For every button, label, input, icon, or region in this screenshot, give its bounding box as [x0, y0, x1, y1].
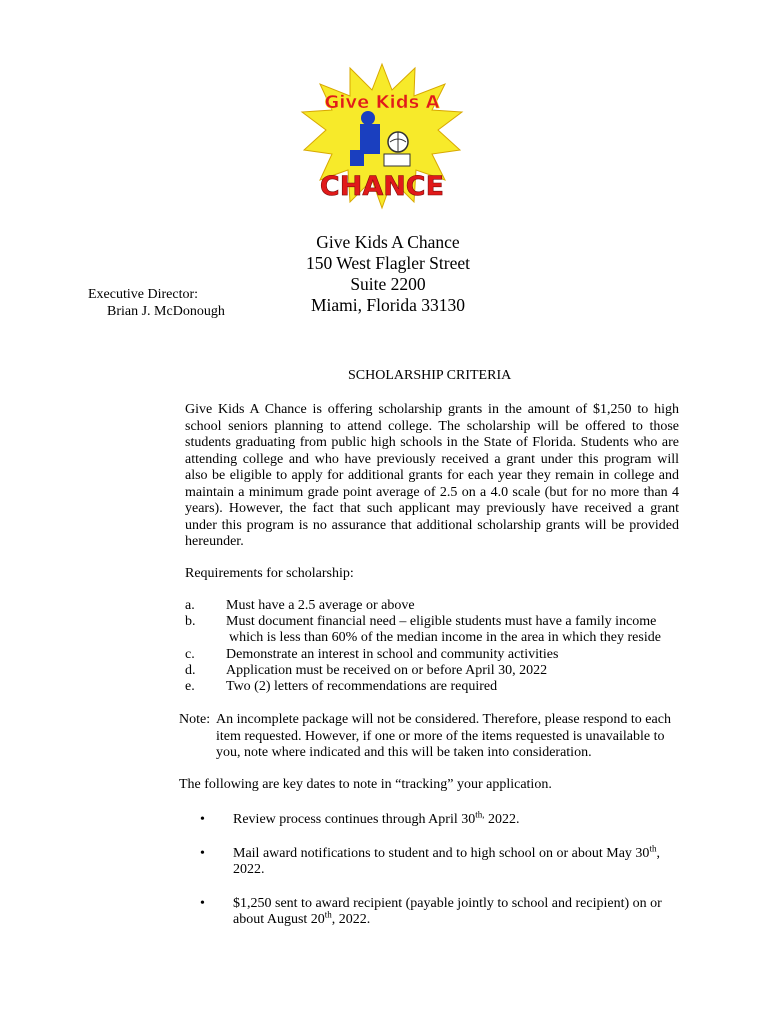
note-text: An incomplete package will not be considered. Therefore, please respond to each item requested. However, if one or more of the items requested is unavailable to you, note where indicated and this will be taken into consideration.: [216, 712, 671, 760]
address-city: Miami, Florida 33130: [310, 295, 466, 315]
executive-director-name: Brian J. McDonough: [107, 304, 225, 319]
note-block: [179, 712, 679, 762]
list-item-letter: b.: [185, 614, 196, 630]
date-text: $1,250 sent to award recipient (payable jointly to school and recipient) on or about August 20: [233, 895, 662, 927]
key-dates-intro: The following are key dates to note in “tracking” your application.: [179, 777, 552, 792]
address-street: 150 West Flagler Street: [305, 253, 470, 273]
list-item-text: Demonstrate an interest in school and community activities: [226, 646, 559, 662]
list-item-text: Two (2) letters of recommendations are required: [226, 679, 498, 695]
bullet-icon: •: [200, 895, 205, 911]
sun-logo-graphic: [300, 62, 465, 210]
list-item-letter: c.: [185, 646, 195, 662]
list-item: [185, 663, 675, 679]
list-item-text: Must document financial need – eligible students must have a family income: [226, 614, 657, 630]
date-text: Mail award notifications to student and to high school on or about May 30: [233, 845, 650, 861]
list-item-text: [233, 896, 670, 929]
list-item: [185, 679, 675, 695]
list-item-text: [233, 842, 670, 879]
list-item-text: [233, 809, 670, 829]
list-item-text-block: [226, 614, 675, 646]
list-item: [185, 598, 675, 614]
date-year: 2022.: [484, 812, 520, 827]
logo-line2: CHANCE: [319, 171, 445, 202]
list-item-letter: e.: [185, 679, 195, 695]
date-suffix: th,: [475, 809, 485, 820]
bullet-icon: •: [200, 812, 205, 827]
executive-director-block: [88, 286, 225, 320]
requirements-heading: Requirements for scholarship:: [185, 566, 354, 581]
child-figure: [360, 124, 380, 154]
address-org: Give Kids A Chance: [316, 232, 460, 252]
intro-paragraph: Give Kids A Chance is offering scholarship grants in the amount of $1,250 to high school seniors planning to attend college. The scholarship will be offered to those students graduating from public high schools in the State of Florida. Students who are attending college and who have previously received a grant under this program will also be eligible to apply for additional grants for each year they remain in college and maintain a minimum grade point average of 2.5 on a 4.0 scale (but for no more than 4 years). However, the fact that such applicant may previously have received a grant under this program is no assurance that additional scholarship grants will be provided hereunder.: [185, 402, 679, 549]
organization-address: [290, 232, 486, 316]
key-dates-list: [200, 809, 670, 946]
requirements-list: [185, 598, 675, 695]
book-icon: [384, 154, 410, 166]
list-item-letter: d.: [185, 662, 196, 678]
date-suffix: th: [324, 909, 332, 920]
list-item-continuation: which is less than 60% of the median income in the area in which they reside: [229, 630, 661, 646]
date-suffix: th: [649, 842, 657, 853]
list-item: [185, 647, 675, 663]
list-item-letter: a.: [185, 598, 195, 613]
date-year: , 2022.: [233, 845, 660, 877]
note-label: Note:: [179, 712, 211, 727]
give-kids-a-chance-logo: [300, 62, 465, 210]
date-year: , 2022.: [331, 912, 371, 927]
list-item-text: Must have a 2.5 average or above: [226, 598, 415, 613]
list-item: [200, 842, 670, 879]
criteria-title: SCHOLARSHIP CRITERIA: [348, 368, 512, 383]
executive-director-title: Executive Director:: [88, 287, 199, 302]
list-item: [200, 809, 670, 829]
bullet-icon: •: [200, 845, 205, 861]
list-item: [185, 614, 675, 646]
child-leg: [350, 150, 364, 166]
list-item: [200, 896, 670, 929]
date-text: Review process continues through April 30: [233, 812, 476, 827]
logo-line1: Give Kids A: [324, 92, 440, 113]
child-head: [361, 111, 375, 125]
address-suite: Suite 2200: [350, 274, 426, 294]
list-item-text: Application must be received on or before April 30, 2022: [226, 662, 548, 678]
